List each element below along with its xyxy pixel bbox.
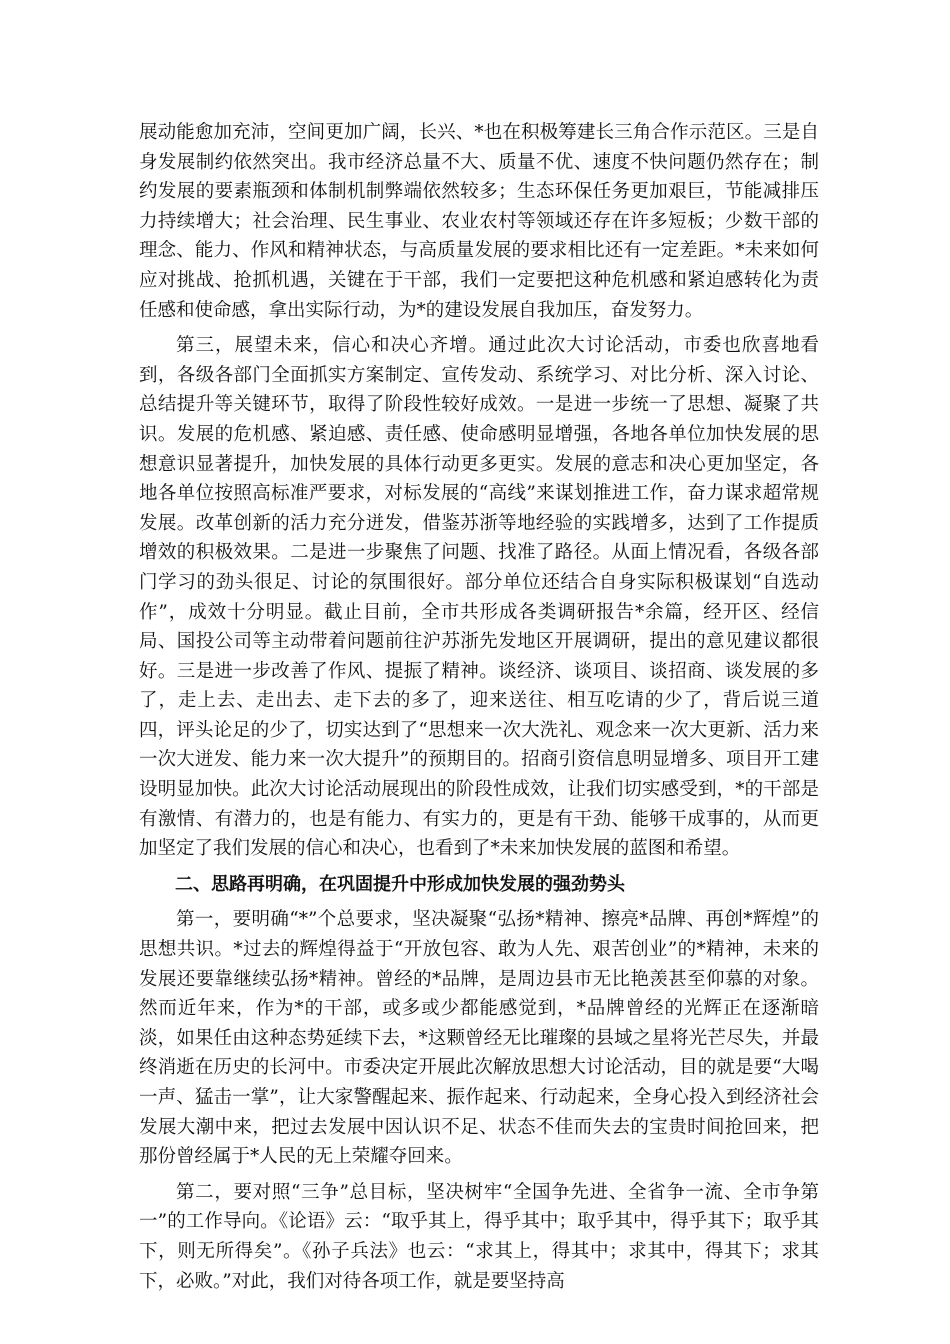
paragraph-outlook: 第三，展望未来，信心和决心齐增。通过此次大讨论活动，市委也欣喜地看到，各级各部门全面抓实方案制定、宣传发动、系统学习、对比分析、深入讨论、总结提升等关键环节，取得了阶段性较好成效。一是进一步统一了思想、凝聚了共识。发展的危机感、紧迫感、责任感、使命感明显增强，各地各单位加快发展的思想意识显著提升，加快发展的具体行动更多更实。发展的意志和决心更加坚定，各地各单位按照高标准严要求，对标发展的“高线”来谋划推进工作，奋力谋求超常规发展。改革创新的活力充分迸发，借鉴苏浙等地经验的实践增多，达到了工作提质增效的积极效果。二是进一步聚焦了问题、找准了路径。从面上情况看，各级各部门学习的劲头很足、讨论的氛围很好。部分单位还结合自身实际积极谋划“自选动作”，成效十分明显。截止目前，全市共形成各类调研报告*余篇，经开区、经信局、国投公司等主动带着问题前往沪苏浙先发地区开展调研，提出的意见建议都很好。三是进一步改善了作风、提振了精神。谈经济、谈项目、谈招商、谈发展的多了，走上去、走出去、走下去的多了，迎来送往、相互吃请的少了，背后说三道四，评头论足的少了，切实达到了“思想来一次大洗礼、观念来一次大更新、活力来一次大迸发、能力来一次大提升”的预期目的。招商引资信息明显增多、项目开工建设明显加快。此次大讨论活动展现出的阶段性成效，让我们切实感受到，*的干部是有激情、有潜力的，也是有能力、有实力的，更是有干劲、能够干成事的，从而更加坚定了我们发展的信心和决心，也看到了*未来加快发展的蓝图和希望。 (139, 335, 819, 860)
section-heading: 二、思路再明确，在巩固提升中形成加快发展的强劲势头 (175, 873, 625, 895)
paragraph-requirement-one: 第一，要明确“*”个总要求，坚决凝聚“弘扬*精神、擦亮*品牌、再创*辉煌”的思想共识。*过去的辉煌得益于“开放包容、敢为人先、艰苦创业”的*精神，未来的发展还要靠继续弘扬*精神。曾经的*品牌，是周边县市无比艳羡甚至仰慕的对象。然而近年来，作为*的干部，或多或少都能感觉到，*品牌曾经的光辉正在逐渐暗淡，如果任由这种态势延续下去，*这颗曾经无比璀璨的县域之星将光芒尽失，并最终消逝在历史的长河中。市委决定开展此次解放思想大讨论活动，目的就是要“大喝一声、猛击一掌”，让大家警醒起来、振作起来、行动起来，全身心投入到经济社会发展大潮中来，把过去发展中因认识不足、状态不佳而失去的宝贵时间抢回来，把那份曾经属于*人民的无上荣耀夺回来。 (139, 909, 819, 1168)
document-body (139, 118, 819, 1302)
paragraph-continuation: 展动能愈加充沛，空间更加广阔，长兴、*也在积极筹建长三角合作示范区。三是自身发展制约依然突出。我市经济总量不大、质量不优、速度不快问题仍然存在；制约发展的要素瓶颈和体制机制弊端依然较多；生态环保任务更加艰巨，节能减排压力持续增大；社会治理、民生事业、农业农村等领域还存在许多短板；少数干部的理念、能力、作风和精神状态，与高质量发展的要求相比还有一定差距。*未来如何应对挑战、抢抓机遇，关键在于干部，我们一定要把这种危机感和紧迫感转化为责任感和使命感，拿出实际行动，为*的建设发展自我加压，奋发努力。 (139, 122, 819, 321)
paragraph-requirement-two: 第二，要对照“三争”总目标，坚决树牢“全国争先进、全省争一流、全市争第一”的工作导向。《论语》云：“取乎其上，得乎其中；取乎其中，得乎其下；取乎其下，则无所得矣”。《孙子兵法》也云：“求其上，得其中；求其中，得其下；求其下，必败。”对此，我们对待各项工作，就是要坚持高 (139, 1181, 819, 1292)
